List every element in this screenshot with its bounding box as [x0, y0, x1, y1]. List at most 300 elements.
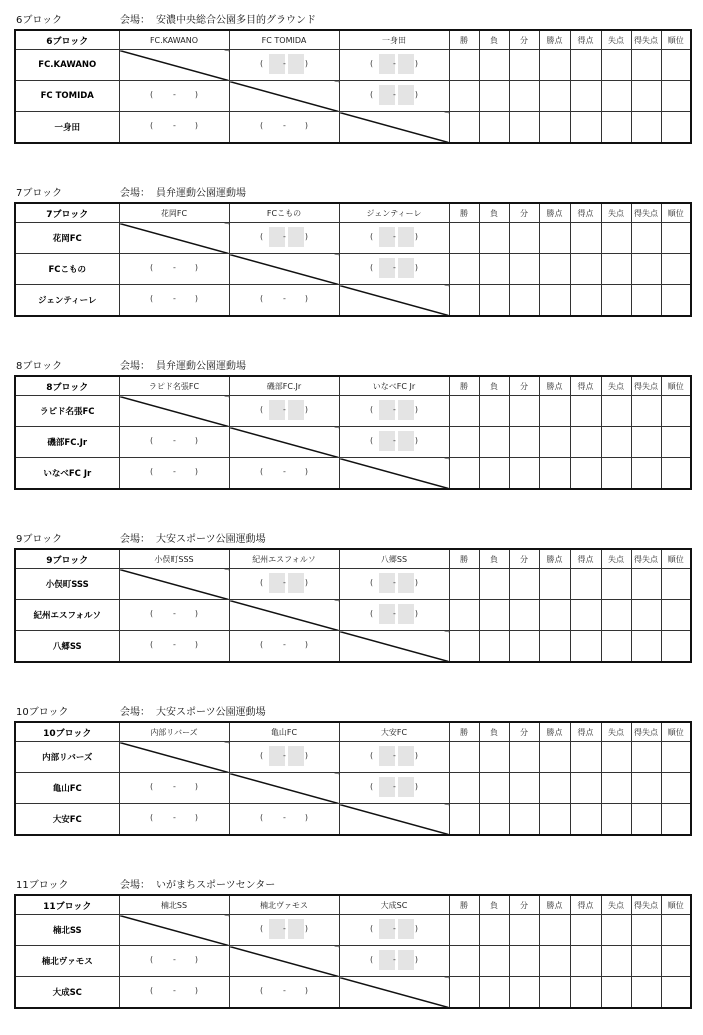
score-entry[interactable] — [366, 603, 422, 625]
stat-cell[interactable] — [570, 977, 601, 1009]
team-name-cell: FCこもの — [15, 254, 119, 285]
stat-cell[interactable] — [570, 915, 601, 946]
table-row — [15, 569, 691, 600]
score-cell[interactable] — [229, 223, 339, 254]
score-open-paren: ( — [260, 59, 264, 68]
stat-column-header: 負 — [479, 895, 509, 915]
stat-cell[interactable] — [479, 600, 509, 631]
stat-cell[interactable] — [570, 742, 601, 773]
stat-cell[interactable] — [631, 804, 661, 836]
score-cell[interactable] — [339, 427, 449, 458]
stat-cell[interactable] — [661, 50, 691, 81]
score-cell[interactable] — [339, 946, 449, 977]
stat-cell[interactable] — [570, 569, 601, 600]
score-entry[interactable] — [146, 461, 202, 483]
stat-cell[interactable] — [631, 223, 661, 254]
score-open-paren: ( — [260, 924, 264, 933]
score-box-right[interactable] — [398, 258, 414, 278]
stat-cell[interactable] — [449, 600, 479, 631]
stat-cell[interactable] — [479, 946, 509, 977]
stat-cell[interactable] — [661, 946, 691, 977]
score-entry[interactable] — [146, 980, 202, 1002]
stat-cell[interactable] — [449, 742, 479, 773]
stat-cell[interactable] — [631, 915, 661, 946]
stat-cell[interactable] — [509, 804, 539, 836]
stat-cell[interactable] — [449, 285, 479, 317]
score-close-paren: ) — [304, 232, 308, 241]
team-name-cell: 楠北ヴァモス — [15, 946, 119, 977]
stat-cell[interactable] — [509, 915, 539, 946]
stat-cell[interactable] — [449, 569, 479, 600]
stat-cell[interactable] — [661, 254, 691, 285]
stat-cell[interactable] — [509, 458, 539, 490]
standings-table — [14, 894, 692, 1009]
stat-cell[interactable] — [539, 804, 570, 836]
stat-cell[interactable] — [661, 285, 691, 317]
score-open-paren: ( — [260, 232, 264, 241]
venue — [120, 360, 246, 374]
score-entry[interactable] — [366, 776, 422, 798]
score-open-paren: ( — [370, 609, 374, 618]
score-box-right[interactable] — [398, 950, 414, 970]
stat-cell[interactable] — [601, 773, 631, 804]
stat-cell[interactable] — [509, 396, 539, 427]
stat-cell[interactable] — [449, 631, 479, 663]
stat-cell[interactable] — [479, 773, 509, 804]
stat-cell[interactable] — [479, 569, 509, 600]
score-close-paren: ) — [414, 578, 418, 587]
stat-cell[interactable] — [631, 600, 661, 631]
stat-cell[interactable] — [570, 631, 601, 663]
score-entry[interactable] — [256, 634, 312, 656]
block-name-cell: 7ブロック — [15, 203, 119, 223]
stat-cell[interactable] — [479, 112, 509, 144]
stat-cell[interactable] — [570, 600, 601, 631]
score-box-right[interactable] — [288, 400, 304, 420]
score-box-right[interactable] — [288, 227, 304, 247]
score-cell[interactable] — [229, 742, 339, 773]
score-box-right[interactable] — [288, 54, 304, 74]
score-dash: - — [393, 955, 396, 964]
team-name-cell: 小俣町SSS — [15, 569, 119, 600]
stat-cell[interactable] — [631, 773, 661, 804]
table-row — [15, 804, 691, 836]
score-cell[interactable] — [229, 977, 339, 1009]
stat-column-header: 得点 — [570, 722, 601, 742]
score-open-paren: ( — [150, 436, 154, 445]
stat-cell[interactable] — [570, 223, 601, 254]
score-entry[interactable] — [256, 53, 312, 75]
stat-cell[interactable] — [631, 50, 661, 81]
score-entry[interactable] — [256, 461, 312, 483]
stat-cell[interactable] — [449, 458, 479, 490]
stat-cell[interactable] — [631, 977, 661, 1009]
stat-cell[interactable] — [631, 285, 661, 317]
score-cell[interactable] — [119, 112, 229, 144]
stat-cell[interactable] — [509, 977, 539, 1009]
block-header — [16, 706, 266, 720]
stat-column-header: 順位 — [661, 30, 691, 50]
score-entry[interactable] — [146, 634, 202, 656]
score-entry[interactable] — [146, 776, 202, 798]
score-dash: - — [283, 986, 286, 995]
stat-cell[interactable] — [631, 112, 661, 144]
score-entry[interactable] — [366, 399, 422, 421]
stat-cell[interactable] — [539, 946, 570, 977]
standings-table — [14, 721, 692, 836]
stat-cell[interactable] — [509, 773, 539, 804]
score-entry[interactable] — [366, 918, 422, 940]
score-cell[interactable] — [119, 600, 229, 631]
stat-cell[interactable] — [479, 804, 509, 836]
stat-cell[interactable] — [631, 569, 661, 600]
stat-cell[interactable] — [631, 396, 661, 427]
stat-cell[interactable] — [601, 50, 631, 81]
diagonal-cell — [229, 427, 339, 458]
stat-cell[interactable] — [539, 742, 570, 773]
team-column-header: 亀山FC — [229, 722, 339, 742]
stat-cell[interactable] — [509, 50, 539, 81]
score-box-right[interactable] — [398, 400, 414, 420]
stat-cell[interactable] — [479, 285, 509, 317]
stat-cell[interactable] — [601, 977, 631, 1009]
stat-column-header: 得点 — [570, 203, 601, 223]
score-dash: - — [393, 59, 396, 68]
stat-cell[interactable] — [479, 396, 509, 427]
stat-cell[interactable] — [479, 254, 509, 285]
stat-cell[interactable] — [539, 600, 570, 631]
score-close-paren: ) — [304, 59, 308, 68]
score-cell[interactable] — [119, 285, 229, 317]
score-cell[interactable] — [339, 915, 449, 946]
score-cell[interactable] — [119, 804, 229, 836]
stat-cell[interactable] — [539, 631, 570, 663]
score-open-paren: ( — [260, 294, 264, 303]
score-cell[interactable] — [229, 285, 339, 317]
score-dash: - — [393, 405, 396, 414]
score-box-right[interactable] — [398, 777, 414, 797]
stat-cell[interactable] — [479, 977, 509, 1009]
stat-cell[interactable] — [479, 915, 509, 946]
stat-cell[interactable] — [661, 223, 691, 254]
stat-cell[interactable] — [509, 946, 539, 977]
stat-cell[interactable] — [509, 81, 539, 112]
stat-cell[interactable] — [601, 81, 631, 112]
score-cell[interactable] — [119, 81, 229, 112]
score-close-paren: ) — [194, 609, 198, 618]
score-entry[interactable] — [146, 115, 202, 137]
score-cell[interactable] — [229, 112, 339, 144]
stat-cell[interactable] — [601, 254, 631, 285]
score-entry[interactable] — [146, 807, 202, 829]
score-cell[interactable] — [119, 427, 229, 458]
stat-column-header: 得点 — [570, 895, 601, 915]
score-dash: - — [283, 294, 286, 303]
score-entry[interactable] — [256, 980, 312, 1002]
stat-cell[interactable] — [449, 223, 479, 254]
stat-cell[interactable] — [631, 254, 661, 285]
stat-cell[interactable] — [539, 569, 570, 600]
stat-cell[interactable] — [601, 915, 631, 946]
score-entry[interactable] — [256, 399, 312, 421]
score-entry[interactable] — [366, 745, 422, 767]
stat-cell[interactable] — [539, 254, 570, 285]
stat-cell[interactable] — [479, 631, 509, 663]
score-entry[interactable] — [366, 53, 422, 75]
venue-label: 会場： — [120, 15, 150, 26]
stat-cell[interactable] — [449, 427, 479, 458]
score-entry[interactable] — [256, 288, 312, 310]
stat-cell[interactable] — [479, 50, 509, 81]
score-entry[interactable] — [256, 807, 312, 829]
stat-cell[interactable] — [601, 742, 631, 773]
score-entry[interactable] — [146, 288, 202, 310]
stat-cell[interactable] — [661, 600, 691, 631]
score-cell[interactable] — [339, 600, 449, 631]
stat-cell[interactable] — [570, 254, 601, 285]
score-entry[interactable] — [146, 603, 202, 625]
score-box-right[interactable] — [398, 746, 414, 766]
score-entry[interactable] — [146, 257, 202, 279]
stat-cell[interactable] — [661, 569, 691, 600]
score-cell[interactable] — [339, 81, 449, 112]
stat-column-header: 勝点 — [539, 203, 570, 223]
stat-cell[interactable] — [601, 631, 631, 663]
stat-cell[interactable] — [601, 804, 631, 836]
stat-cell[interactable] — [539, 112, 570, 144]
score-close-paren: ) — [194, 436, 198, 445]
stat-cell[interactable] — [570, 804, 601, 836]
score-dash: - — [393, 782, 396, 791]
score-box-right[interactable] — [288, 919, 304, 939]
score-box-right[interactable] — [398, 431, 414, 451]
stat-cell[interactable] — [570, 458, 601, 490]
score-cell[interactable] — [339, 773, 449, 804]
stat-cell[interactable] — [509, 112, 539, 144]
stat-cell[interactable] — [631, 427, 661, 458]
stat-cell[interactable] — [539, 427, 570, 458]
score-close-paren: ) — [414, 609, 418, 618]
venue — [120, 187, 246, 201]
stat-cell[interactable] — [661, 915, 691, 946]
stat-column-header: 勝点 — [539, 30, 570, 50]
score-cell[interactable] — [119, 631, 229, 663]
score-cell[interactable] — [229, 396, 339, 427]
score-box-right[interactable] — [288, 573, 304, 593]
stat-cell[interactable] — [570, 50, 601, 81]
score-close-paren: ) — [414, 955, 418, 964]
score-entry[interactable] — [366, 949, 422, 971]
stat-cell[interactable] — [449, 977, 479, 1009]
score-cell[interactable] — [229, 915, 339, 946]
stat-cell[interactable] — [449, 915, 479, 946]
stat-cell[interactable] — [631, 81, 661, 112]
stat-cell[interactable] — [601, 112, 631, 144]
score-cell[interactable] — [339, 742, 449, 773]
score-entry[interactable] — [366, 84, 422, 106]
stat-cell[interactable] — [479, 81, 509, 112]
score-entry[interactable] — [256, 572, 312, 594]
score-cell[interactable] — [119, 977, 229, 1009]
block-name-cell: 10ブロック — [15, 722, 119, 742]
stat-cell[interactable] — [509, 427, 539, 458]
stat-cell[interactable] — [631, 946, 661, 977]
score-cell[interactable] — [119, 458, 229, 490]
stat-cell[interactable] — [539, 773, 570, 804]
score-cell[interactable] — [339, 254, 449, 285]
score-entry[interactable] — [146, 430, 202, 452]
score-box-right[interactable] — [288, 746, 304, 766]
table-header-row — [15, 722, 691, 742]
stat-cell[interactable] — [631, 631, 661, 663]
score-cell[interactable] — [229, 804, 339, 836]
score-box-right[interactable] — [398, 919, 414, 939]
league-block — [14, 187, 688, 332]
score-open-paren: ( — [150, 813, 154, 822]
diagonal-cell — [229, 81, 339, 112]
stat-cell[interactable] — [661, 112, 691, 144]
diagonal-cell — [339, 631, 449, 663]
score-entry[interactable] — [366, 257, 422, 279]
stat-cell[interactable] — [509, 254, 539, 285]
stat-cell[interactable] — [601, 946, 631, 977]
stat-column-header: 得点 — [570, 549, 601, 569]
stat-cell[interactable] — [449, 254, 479, 285]
score-box-right[interactable] — [398, 604, 414, 624]
stat-cell[interactable] — [570, 946, 601, 977]
table-header-row — [15, 203, 691, 223]
stat-cell[interactable] — [661, 396, 691, 427]
score-open-paren: ( — [150, 955, 154, 964]
stat-cell[interactable] — [631, 458, 661, 490]
score-box-right[interactable] — [398, 227, 414, 247]
score-cell[interactable] — [119, 254, 229, 285]
score-cell[interactable] — [229, 569, 339, 600]
stat-cell[interactable] — [661, 773, 691, 804]
score-close-paren: ) — [304, 986, 308, 995]
stat-cell[interactable] — [570, 396, 601, 427]
stat-cell[interactable] — [631, 742, 661, 773]
score-cell[interactable] — [229, 50, 339, 81]
stat-cell[interactable] — [479, 427, 509, 458]
stat-column-header: 得点 — [570, 376, 601, 396]
stat-cell[interactable] — [449, 112, 479, 144]
score-cell[interactable] — [339, 396, 449, 427]
stat-cell[interactable] — [509, 742, 539, 773]
block-header — [16, 360, 246, 374]
stat-cell[interactable] — [661, 458, 691, 490]
stat-cell[interactable] — [539, 977, 570, 1009]
stat-column-header: 勝 — [449, 895, 479, 915]
stat-column-header: 得失点 — [631, 549, 661, 569]
team-name-cell: FC.KAWANO — [15, 50, 119, 81]
stat-cell[interactable] — [539, 223, 570, 254]
stat-cell[interactable] — [539, 396, 570, 427]
score-entry[interactable] — [146, 949, 202, 971]
score-close-paren: ) — [304, 405, 308, 414]
stat-cell[interactable] — [509, 569, 539, 600]
stat-cell[interactable] — [661, 427, 691, 458]
stat-cell[interactable] — [570, 112, 601, 144]
stat-cell[interactable] — [601, 458, 631, 490]
score-box-right[interactable] — [398, 573, 414, 593]
stat-cell[interactable] — [449, 804, 479, 836]
score-entry[interactable] — [146, 84, 202, 106]
stat-cell[interactable] — [509, 285, 539, 317]
stat-cell[interactable] — [509, 600, 539, 631]
stat-cell[interactable] — [449, 81, 479, 112]
score-entry[interactable] — [256, 918, 312, 940]
stat-cell[interactable] — [539, 915, 570, 946]
stat-cell[interactable] — [479, 742, 509, 773]
score-cell[interactable] — [339, 223, 449, 254]
stat-cell[interactable] — [449, 946, 479, 977]
score-box-right[interactable] — [398, 54, 414, 74]
stat-cell[interactable] — [479, 223, 509, 254]
diagonal-cell — [119, 569, 229, 600]
stat-cell[interactable] — [601, 600, 631, 631]
score-entry[interactable] — [366, 572, 422, 594]
score-close-paren: ) — [194, 813, 198, 822]
score-cell[interactable] — [119, 946, 229, 977]
stat-cell[interactable] — [449, 50, 479, 81]
stat-cell[interactable] — [539, 285, 570, 317]
stat-cell[interactable] — [661, 631, 691, 663]
stat-cell[interactable] — [661, 81, 691, 112]
stat-cell[interactable] — [509, 223, 539, 254]
stat-column-header: 負 — [479, 376, 509, 396]
stat-column-header: 順位 — [661, 203, 691, 223]
stat-cell[interactable] — [449, 396, 479, 427]
stat-cell[interactable] — [601, 396, 631, 427]
stat-cell[interactable] — [570, 773, 601, 804]
stat-cell[interactable] — [661, 977, 691, 1009]
score-cell[interactable] — [339, 50, 449, 81]
stat-cell[interactable] — [539, 458, 570, 490]
score-entry[interactable] — [256, 226, 312, 248]
score-box-right[interactable] — [398, 85, 414, 105]
score-cell[interactable] — [119, 773, 229, 804]
stat-cell[interactable] — [570, 427, 601, 458]
score-entry[interactable] — [256, 745, 312, 767]
score-dash: - — [173, 90, 176, 99]
score-dash: - — [393, 90, 396, 99]
stat-cell[interactable] — [449, 773, 479, 804]
stat-cell[interactable] — [539, 81, 570, 112]
stat-cell[interactable] — [570, 285, 601, 317]
stat-cell[interactable] — [601, 427, 631, 458]
stat-cell[interactable] — [479, 458, 509, 490]
stat-cell[interactable] — [601, 223, 631, 254]
score-dash: - — [283, 59, 286, 68]
stat-cell[interactable] — [539, 50, 570, 81]
score-cell[interactable] — [229, 631, 339, 663]
stat-cell[interactable] — [601, 569, 631, 600]
stat-cell[interactable] — [661, 742, 691, 773]
stat-cell[interactable] — [570, 81, 601, 112]
score-cell[interactable] — [339, 569, 449, 600]
team-name-cell: FC TOMIDA — [15, 81, 119, 112]
score-entry[interactable] — [366, 430, 422, 452]
team-column-header: 大成SC — [339, 895, 449, 915]
score-entry[interactable] — [256, 115, 312, 137]
score-close-paren: ) — [414, 90, 418, 99]
stat-cell[interactable] — [509, 631, 539, 663]
stat-cell[interactable] — [661, 804, 691, 836]
stat-cell[interactable] — [601, 285, 631, 317]
score-entry[interactable] — [366, 226, 422, 248]
score-cell[interactable] — [229, 458, 339, 490]
